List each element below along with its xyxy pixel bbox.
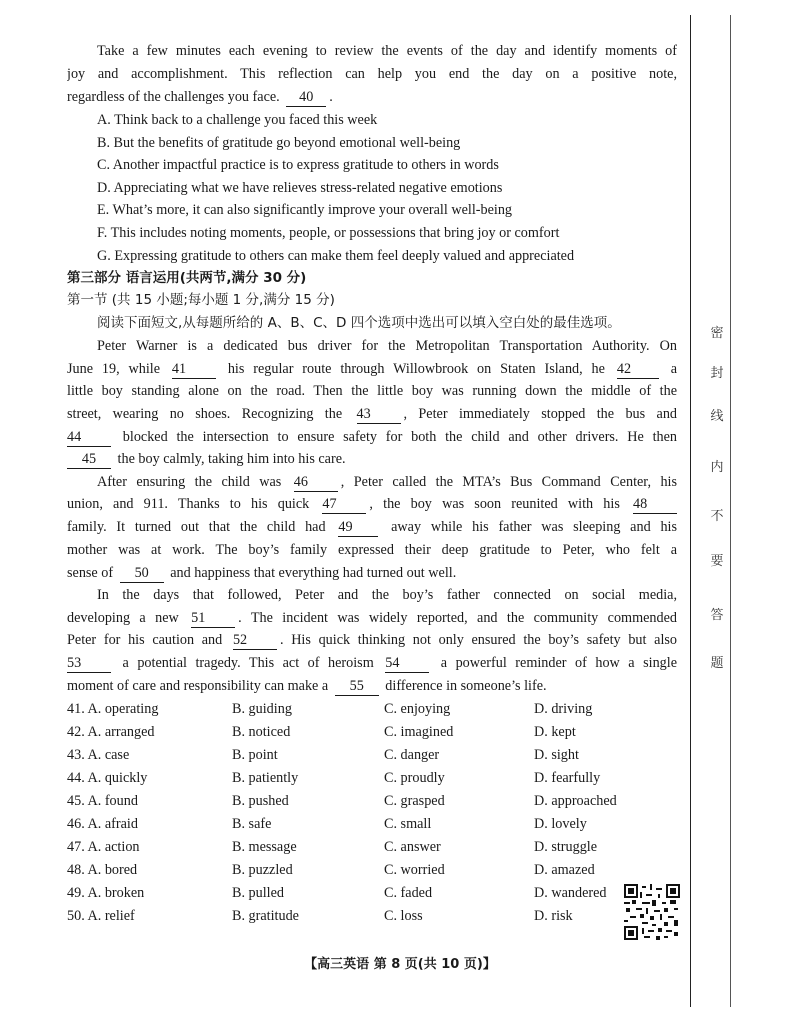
question-47-c[interactable]: C. answer: [384, 839, 441, 855]
text: , the boy was soon reunited with his: [369, 496, 620, 512]
question-42-c[interactable]: C. imagined: [384, 724, 454, 740]
text: away while his father was sleeping and his: [391, 519, 677, 535]
text: . The incident was widely reported, and the community commended: [238, 610, 677, 626]
cloze-line: [97, 472, 677, 492]
question-48-c[interactable]: C. worried: [384, 862, 445, 878]
text: a: [670, 361, 677, 377]
margin-char: 答: [710, 608, 724, 623]
passage-line: Take a few minutes each evening to review the events of the day and identify moments of: [97, 43, 677, 59]
blank-45[interactable]: 45: [67, 451, 111, 469]
text: his regular route through Willowbrook on Staten Island, he: [227, 361, 605, 377]
text: the boy calmly, taking him into his care.: [117, 451, 346, 467]
text: family. It turned out that the child had: [67, 519, 326, 535]
question-41-b[interactable]: B. guiding: [232, 701, 292, 717]
text: .: [329, 89, 333, 105]
cloze-line: [67, 359, 677, 379]
blank-53[interactable]: 53: [67, 655, 111, 673]
margin-char: 不: [710, 509, 724, 524]
blank-41[interactable]: 41: [172, 361, 216, 379]
text: sense of: [67, 565, 114, 581]
option-item: G. Expressing gratitude to others can make them feel deeply valued and appreciated: [97, 248, 575, 264]
question-44-c[interactable]: C. proudly: [384, 770, 445, 786]
blank-43[interactable]: 43: [357, 406, 401, 424]
text: developing a new: [67, 610, 179, 626]
text: Peter for his caution and: [67, 632, 223, 648]
cloze-line: mother was at work. The boy’s family expressed their deep gratitude to Peter, who felt a: [67, 542, 677, 558]
question-43-c[interactable]: C. danger: [384, 747, 440, 763]
question-42-a[interactable]: 42. A. arranged: [67, 724, 155, 740]
qr-code-icon: [624, 884, 680, 940]
cloze-line: [67, 676, 677, 696]
page-footer: 【高三英语 第 8 页(共 10 页)】: [304, 957, 496, 972]
question-48-b[interactable]: B. puzzled: [232, 862, 293, 878]
binding-line: [690, 15, 691, 1007]
option-item: D. Appreciating what we have relieves stress-related negative emotions: [97, 180, 503, 196]
text: and happiness that everything had turned out well.: [170, 565, 457, 581]
question-46-b[interactable]: B. safe: [232, 816, 272, 832]
text: After ensuring the child was: [97, 474, 282, 490]
cloze-line: [67, 427, 677, 447]
blank-55[interactable]: 55: [335, 678, 379, 696]
margin-char: 内: [710, 460, 724, 475]
option-item: B. But the benefits of gratitude go beyond emotional well-being: [97, 135, 461, 151]
text: June 19, while: [67, 361, 161, 377]
cloze-line: [67, 494, 677, 514]
blank-49[interactable]: 49: [338, 519, 378, 537]
question-43-b[interactable]: B. point: [232, 747, 278, 763]
question-48-d[interactable]: D. amazed: [534, 862, 595, 878]
question-46-a[interactable]: 46. A. afraid: [67, 816, 138, 832]
margin-char: 线: [710, 409, 724, 424]
question-50-a[interactable]: 50. A. relief: [67, 908, 135, 924]
text: regardless of the challenges you face.: [67, 89, 280, 105]
question-46-d[interactable]: D. lovely: [534, 816, 587, 832]
text: . His quick thinking not only ensured the boy’s safety but also: [279, 632, 677, 648]
cloze-line: little boy standing alone on the road. Then the little boy was running down the middle of the: [67, 383, 677, 399]
question-45-b[interactable]: B. pushed: [232, 793, 289, 809]
cloze-line: [67, 563, 677, 583]
question-44-b[interactable]: B. patiently: [232, 770, 299, 786]
question-44-a[interactable]: 44. A. quickly: [67, 770, 148, 786]
question-41-a[interactable]: 41. A. operating: [67, 701, 159, 717]
question-45-c[interactable]: C. grasped: [384, 793, 445, 809]
question-43-d[interactable]: D. sight: [534, 747, 579, 763]
text: street, wearing no shoes. Recognizing the: [67, 406, 343, 422]
question-49-c[interactable]: C. faded: [384, 885, 433, 901]
question-47-d[interactable]: D. struggle: [534, 839, 598, 855]
option-item: C. Another impactful practice is to express gratitude to others in words: [97, 157, 499, 173]
text: blocked the intersection to ensure safety for both the child and other drivers. He then: [122, 429, 677, 445]
question-47-b[interactable]: B. message: [232, 839, 297, 855]
margin-char: 封: [710, 366, 724, 381]
question-47-a[interactable]: 47. A. action: [67, 839, 140, 855]
instruction: 阅读下面短文,从每题所给的 A、B、C、D 四个选项中选出可以填入空白处的最佳选项。: [97, 315, 621, 331]
text: difference in someone’s life.: [385, 678, 547, 694]
question-48-a[interactable]: 48. A. bored: [67, 862, 138, 878]
question-49-d[interactable]: D. wandered: [534, 885, 607, 901]
option-item: F. This includes noting moments, people, or possessions that bring joy or comfort: [97, 225, 560, 241]
question-46-c[interactable]: C. small: [384, 816, 432, 832]
text: , Peter immediately stopped the bus and: [403, 406, 677, 422]
cloze-line: In the days that followed, Peter and the boy’s father connected on social media,: [97, 587, 677, 603]
question-41-d[interactable]: D. driving: [534, 701, 593, 717]
question-41-c[interactable]: C. enjoying: [384, 701, 451, 717]
question-44-d[interactable]: D. fearfully: [534, 770, 601, 786]
cloze-line: [67, 449, 677, 469]
blank-50[interactable]: 50: [120, 565, 164, 583]
binding-line: [730, 15, 731, 1007]
question-45-d[interactable]: D. approached: [534, 793, 617, 809]
question-42-b[interactable]: B. noticed: [232, 724, 291, 740]
option-item: A. Think back to a challenge you faced this week: [97, 112, 378, 128]
blank-40[interactable]: 40: [286, 89, 326, 107]
text: a potential tragedy. This act of heroism: [122, 655, 374, 671]
cloze-line: [67, 608, 677, 628]
question-50-b[interactable]: B. gratitude: [232, 908, 299, 924]
blank-46[interactable]: 46: [294, 474, 338, 492]
blank-52[interactable]: 52: [233, 632, 277, 650]
cloze-line: [67, 653, 677, 673]
blank-42[interactable]: 42: [617, 361, 659, 379]
margin-char: 密: [710, 326, 724, 341]
text: , Peter called the MTA’s Bus Command Center, his: [340, 474, 677, 490]
margin-char: 要: [710, 554, 724, 569]
cloze-line: [67, 404, 677, 424]
blank-51[interactable]: 51: [191, 610, 235, 628]
text: moment of care and responsibility can make a: [67, 678, 329, 694]
option-item: E. What’s more, it can also significantly improve your overall well-being: [97, 202, 513, 218]
text: union, and 911. Thanks to his quick: [67, 496, 310, 512]
passage-line: joy and accomplishment. This reflection can help you end the day on a positive note,: [67, 66, 677, 82]
blank-48[interactable]: 48: [633, 496, 677, 514]
question-50-d[interactable]: D. risk: [534, 908, 573, 924]
cloze-line: [67, 517, 677, 537]
question-43-a[interactable]: 43. A. case: [67, 747, 130, 763]
sub-heading: 第一节 (共 15 小题;每小题 1 分,满分 15 分): [67, 292, 335, 308]
part-heading: 第三部分 语言运用(共两节,满分 30 分): [67, 270, 307, 286]
question-50-c[interactable]: C. loss: [384, 908, 423, 924]
question-49-a[interactable]: 49. A. broken: [67, 885, 145, 901]
blank-54[interactable]: 54: [385, 655, 429, 673]
text: a powerful reminder of how a single: [440, 655, 677, 671]
cloze-line: Peter Warner is a dedicated bus driver for the Metropolitan Transportation Authority. On: [97, 338, 677, 354]
blank-47[interactable]: 47: [322, 496, 366, 514]
passage-line: [67, 87, 677, 107]
question-45-a[interactable]: 45. A. found: [67, 793, 138, 809]
margin-char: 题: [710, 656, 724, 671]
question-49-b[interactable]: B. pulled: [232, 885, 285, 901]
cloze-line: [67, 630, 677, 650]
blank-44[interactable]: 44: [67, 429, 111, 447]
question-42-d[interactable]: D. kept: [534, 724, 576, 740]
